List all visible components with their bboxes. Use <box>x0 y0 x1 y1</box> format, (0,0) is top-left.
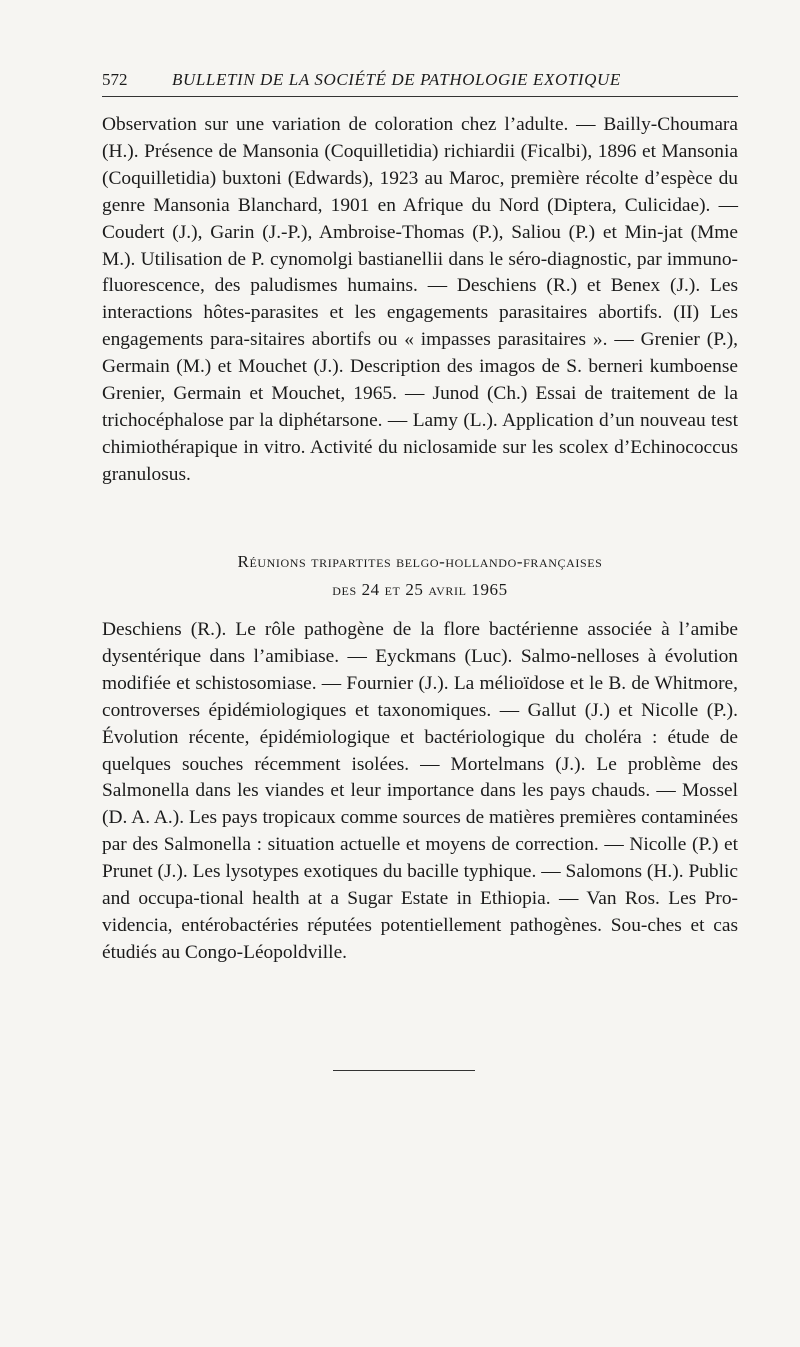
section-heading-line1: Réunions tripartites belgo-hollando-françaises <box>237 552 603 571</box>
top-paragraph-block <box>102 112 738 489</box>
running-head <box>102 68 738 92</box>
bottom-paragraph: Deschiens (R.). Le rôle pathogène de la flore bactérienne associée à l’amibe dysentérique dans l’amibiase. — Eyckmans (Luc). Salmo-nelloses à évolution modifiée et schistosomiase. — Fournier (J.). La mélioïdose et le B. de Whitmore, controverses épidémiologiques et taxonomiques. — Gallut (J.) et Nicolle (P.). Évolution récente, épidémiologique et bactériologique du choléra : étude de quelques souches récemment isolées. — Mortelmans (J.). Le problème des Salmonella dans les viandes et leur importance dans les pays chauds. — Mossel (D. A. A.). Les pays tropicaux comme sources de matières premières contaminées par des Salmonella : situation actuelle et moyens de correction. — Nicolle (P.) et Prunet (J.). Les lysotypes exotiques du bacille typhique. — Salomons (H.). Public and occupa-tional health at a Sugar Estate in Ethiopia. — Van Ros. Les Pro-videncia, entérobactéries réputées potentiellement pathogènes. Sou-ches et cas étudiés au Congo-Léopoldville. <box>102 619 738 963</box>
page-number: 572 <box>102 70 128 89</box>
header-rule <box>102 96 738 97</box>
top-paragraph: Observation sur une variation de coloration chez l’adulte. — Bailly-Choumara (H.). Présence de Mansonia (Coquilletidia) richiardii (Ficalbi), 1896 et Mansonia (Coquilletidia) buxtoni (Edwards), 1923 au Maroc, première récolte d’espèce du genre Mansonia Blanchard, 1901 en Afrique du Nord (Diptera, Culicidae). — Coudert (J.), Garin (J.-P.), Ambroise-Thomas (P.), Saliou (P.) et Min-jat (Mme M.). Utilisation de P. cynomolgi bastianellii dans le séro-diagnostic, par immuno-fluorescence, des paludismes humains. — Deschiens (R.) et Benex (J.). Les interactions hôtes-parasites et les engagements parasitaires abortifs. (II) Les engagements para-sitaires abortifs ou « impasses parasitaires ». — Grenier (P.), Germain (M.) et Mouchet (J.). Description des imagos de S. berneri kumboense Grenier, Germain et Mouchet, 1965. — Junod (Ch.) Essai de traitement de la trichocéphalose par la diphétarsone. — Lamy (L.). Application d’un nouveau test chimiothérapique in vitro. Activité du niclosamide sur les scolex d’Echinococcus granulosus. <box>102 114 738 485</box>
section-heading <box>102 548 738 604</box>
journal-title: BULLETIN DE LA SOCIÉTÉ DE PATHOLOGIE EXOTIQUE <box>172 70 621 89</box>
end-separator-rule <box>333 1070 475 1071</box>
section-heading-line2: des 24 et 25 avril 1965 <box>332 580 508 599</box>
bottom-paragraph-block <box>102 617 738 967</box>
